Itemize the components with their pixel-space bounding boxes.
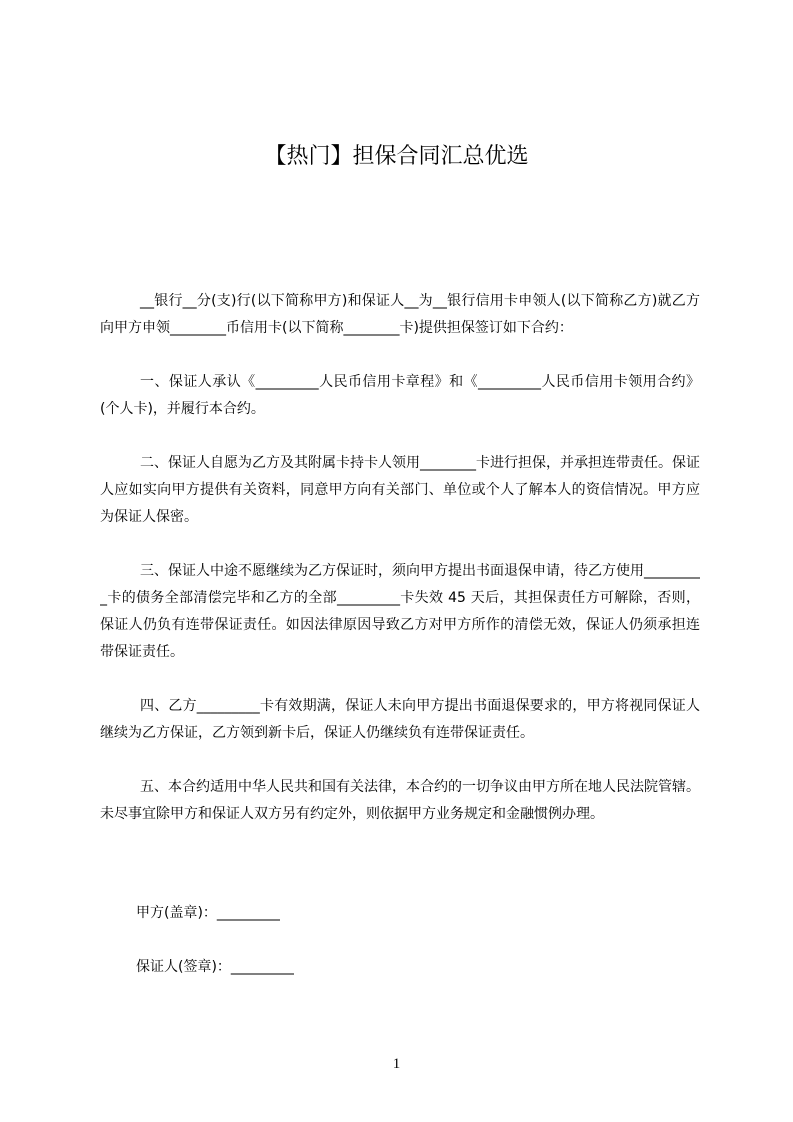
paragraph-clause-2: 二、保证人自愿为乙方及其附属卡持卡人领用________卡进行担保，并承担连带责任。保证人应如实向甲方提供有关资料，同意甲方向有关部门、单位或个人了解本人的资信情况。甲方应为保证人保密。 — [100, 455, 700, 525]
paragraph-clause-4: 四、乙方_________卡有效期满，保证人未向甲方提出书面退保要求的，甲方将视同保证人继续为乙方保证，乙方领到新卡后，保证人仍继续负有连带保证责任。 — [100, 698, 700, 741]
page-number: 1 — [392, 1056, 401, 1072]
paragraph-clause-5: 五、本合约适用中华人民共和国有关法律，本合约的一切争议由甲方所在地人民法院管辖。未尽事宜除甲方和保证人双方另有约定外，则依据甲方业务规定和金融惯例办理。 — [100, 779, 700, 822]
paragraph-intro: __银行__分(支)行(以下简称甲方)和保证人__为__银行信用卡申领人(以下简称乙方)就乙方向甲方申领________币信用卡(以下简称________卡)提供担保签订如下合约： — [100, 293, 700, 336]
paragraph-clause-3: 三、保证人中途不愿继续为乙方保证时，须向甲方提出书面退保申请，待乙方使用_________卡的债务全部清偿完毕和乙方的全部_________卡失效 45 天后，其担保责任方可解除，否则，保证人仍负有连带保证责任。如因法律原因导致乙方对甲方所作的清偿无效，保证人仍须承担连带保证责任。 — [100, 563, 700, 660]
signature-guarantor: 保证人(签章)：_________ — [136, 959, 294, 975]
document-title: 【热门】担保合同汇总优选 — [264, 144, 529, 169]
paragraph-clause-1: 一、保证人承认《_________人民币信用卡章程》和《_________人民币信用卡领用合约》(个人卡)，并履行本合约。 — [100, 374, 700, 417]
contract-body — [100, 288, 700, 855]
signature-party-a: 甲方(盖章)：_________ — [136, 905, 280, 921]
